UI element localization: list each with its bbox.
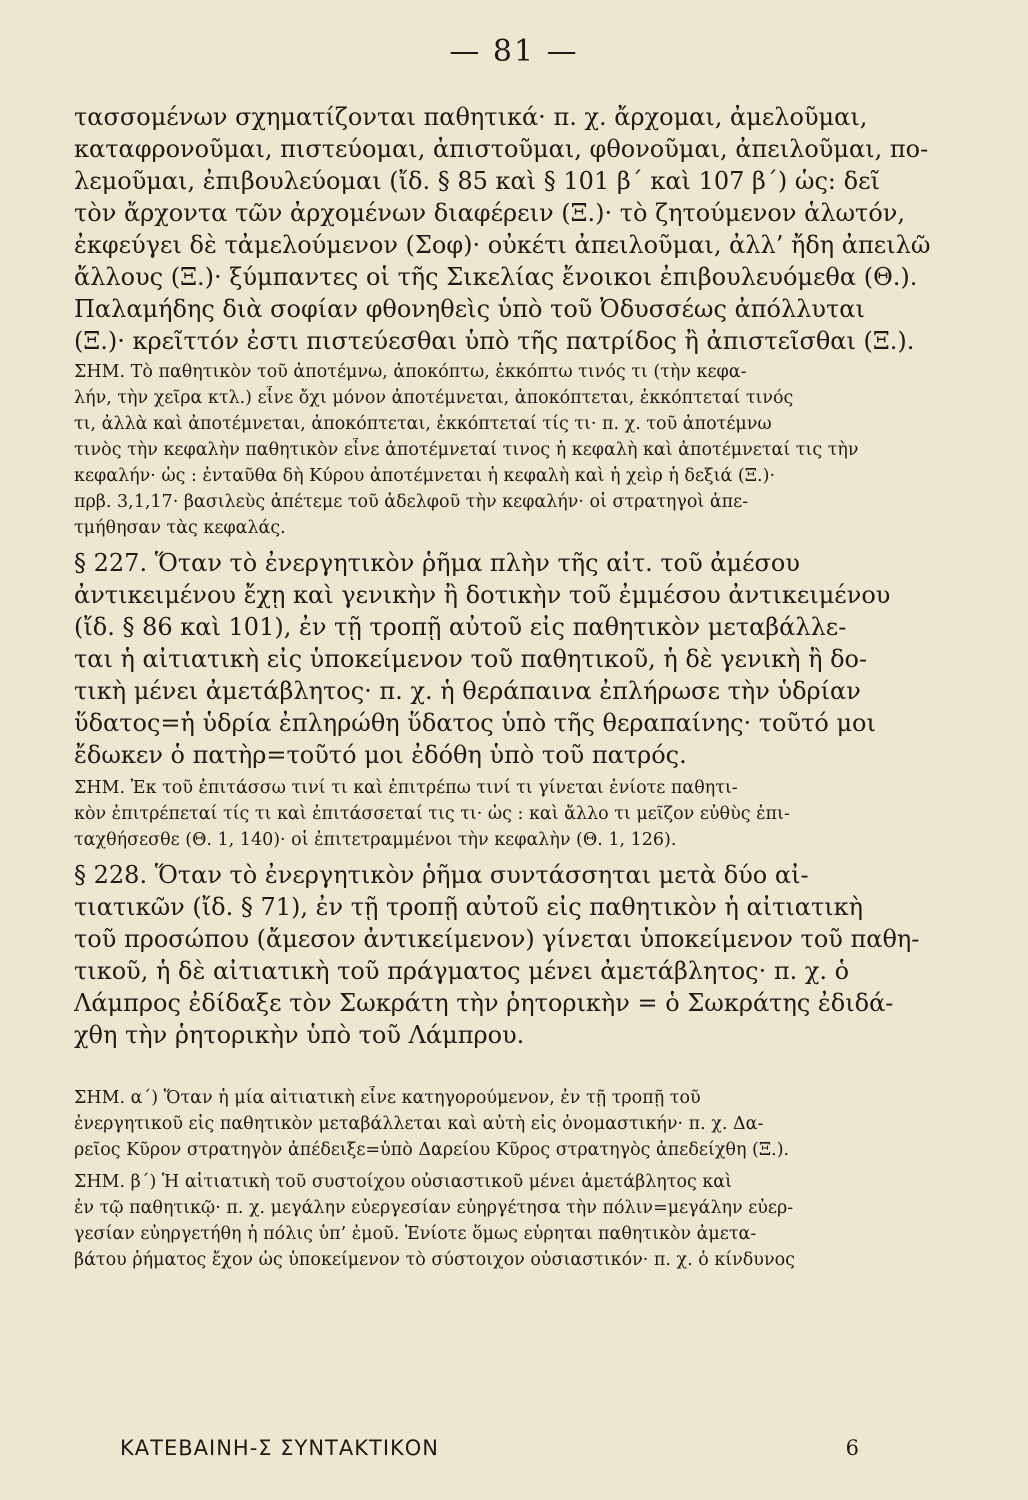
- text-line: ἄλλους (Ξ.)· ξύμπαντες οἱ τῆς Σικελίας ἔνοικοι ἐπιβουλευόμεθα (Θ.).: [74, 263, 918, 291]
- note-line: ΣΗΜ. β΄) Ἡ αἰτιατικὴ τοῦ συστοίχου οὐσιαστικοῦ μένει ἀμετάβλητος καὶ: [74, 1172, 732, 1192]
- note-line: τμήθησαν τὰς κεφαλάς.: [74, 518, 286, 538]
- text-line: λεμοῦμαι, ἐπιβουλεύομαι (ἴδ. § 85 καὶ § 101 β΄ καὶ 107 β΄) ὡς: δεῖ: [74, 167, 880, 195]
- text-line: τικοῦ, ἡ δὲ αἰτιατικὴ τοῦ πράγματος μένει ἀμετάβλητος· π. χ. ὁ: [74, 957, 850, 985]
- text-line: τὸν ἄρχοντα τῶν ἀρχομένων διαφέρειν (Ξ.)· τὸ ζητούμενον ἁλωτόν,: [74, 199, 905, 227]
- text-line: § 228. Ὅταν τὸ ἐνεργητικὸν ῥῆμα συντάσσηται μετὰ δύο αἰ-: [74, 861, 809, 889]
- note-line: τι, ἀλλὰ καὶ ἀποτέμνεται, ἀποκόπτεται, ἐκκόπτεταί τίς τι· π. χ. τοῦ ἀποτέμνω: [74, 414, 772, 434]
- note-line: κὸν ἐπιτρέπεταί τίς τι καὶ ἐπιτάσσεταί τις τι· ὡς : καὶ ἄλλο τι μεῖζον εὐθὺς ἐπι-: [74, 804, 790, 824]
- note-line: ἐνεργητικοῦ εἰς παθητικὸν μεταβάλλεται καὶ αὐτὴ εἰς ὀνομαστικήν· π. χ. Δα-: [74, 1114, 764, 1134]
- text-line: ται ἡ αἰτιατικὴ εἰς ὑποκείμενον τοῦ παθητικοῦ, ἡ δὲ γενικὴ ἢ δο-: [74, 645, 868, 673]
- text-line: (Ξ.)· κρεῖττόν ἐστι πιστεύεσθαι ὑπὸ τῆς πατρίδος ἢ ἀπιστεῖσθαι (Ξ.).: [74, 327, 915, 355]
- text-line: χθη τὴν ῥητορικὴν ὑπὸ τοῦ Λάμπρου.: [74, 1021, 525, 1049]
- text-line: (ἴδ. § 86 καὶ 101), ἐν τῇ τροπῇ αὐτοῦ εἰς παθητικὸν μεταβάλλε-: [74, 613, 847, 641]
- footer: [120, 1436, 860, 1460]
- signature-mark: 6: [845, 1436, 860, 1460]
- text-line: ἔδωκεν ὁ πατὴρ=τοῦτό μοι ἐδόθη ὑπὸ τοῦ πατρός.: [74, 741, 687, 769]
- text-line: Παλαμήδης διὰ σοφίαν φθονηθεὶς ὑπὸ τοῦ Ὀδυσσέως ἀπόλλυται: [74, 295, 865, 323]
- text-line: ἀντικειμένου ἔχῃ καὶ γενικὴν ἢ δοτικὴν τοῦ ἐμμέσου ἀντικειμένου: [74, 581, 891, 609]
- text-line: καταφρονοῦμαι, πιστεύομαι, ἀπιστοῦμαι, φθονοῦμαι, ἀπειλοῦμαι, πο-: [74, 135, 929, 163]
- note-line: βάτου ῥήματος ἔχον ὡς ὑποκείμενον τὸ σύστοιχον οὐσιαστικόν· π. χ. ὁ κίνδυνος: [74, 1250, 795, 1270]
- text-line: τασσομένων σχηματίζονται παθητικά· π. χ. ἄρχομαι, ἀμελοῦμαι,: [74, 103, 868, 131]
- note-line: ταχθήσεσθε (Θ. 1, 140)· οἱ ἐπιτετραμμένοι τὴν κεφαλὴν (Θ. 1, 126).: [74, 830, 677, 850]
- note-line: κεφαλήν· ὡς : ἐνταῦθα δὴ Κύρου ἀποτέμνεται ἡ κεφαλὴ καὶ ἡ χεὶρ ἡ δεξιά (Ξ.)·: [74, 466, 776, 486]
- page-number: — 81 —: [449, 34, 579, 69]
- text-line: τιατικῶν (ἴδ. § 71), ἐν τῇ τροπῇ αὐτοῦ εἰς παθητικὸν ἡ αἰτιατικὴ: [74, 893, 864, 921]
- text-line: ὕδατος=ἡ ὑδρία ἐπληρώθη ὕδατος ὑπὸ τῆς θεραπαίνης· τοῦτό μοι: [74, 709, 876, 737]
- note-line: πρβ. 3,1,17· βασιλεὺς ἀπέτεμε τοῦ ἀδελφοῦ τὴν κεφαλήν· οἱ στρατηγοὶ ἀπε-: [74, 492, 749, 512]
- text-line: τικὴ μένει ἀμετάβλητος· π. χ. ἡ θεράπαινα ἐπλήρωσε τὴν ὑδρίαν: [74, 677, 861, 705]
- text-line: Λάμπρος ἐδίδαξε τὸν Σωκράτη τὴν ῥητορικὴν = ὁ Σωκράτης ἐδιδά-: [74, 989, 894, 1017]
- text-line: τοῦ προσώπου (ἄμεσον ἀντικείμενον) γίνεται ὑποκείμενον τοῦ παθη-: [74, 925, 920, 953]
- note-line: ΣΗΜ. Τὸ παθητικὸν τοῦ ἀποτέμνω, ἀποκόπτω, ἐκκόπτω τινός τι (τὴν κεφα-: [74, 362, 747, 382]
- text-line: § 227. Ὅταν τὸ ἐνεργητικὸν ῥῆμα πλὴν τῆς αἰτ. τοῦ ἀμέσου: [74, 549, 800, 577]
- note-line: ρεῖος Κῦρον στρατηγὸν ἀπέδειξε=ὑπὸ Δαρείου Κῦρος στρατηγὸς ἀπεδείχθη (Ξ.).: [74, 1140, 790, 1160]
- note-line: ΣΗΜ. Ἐκ τοῦ ἐπιτάσσω τινί τι καὶ ἐπιτρέπω τινί τι γίνεται ἐνίοτε παθητι-: [74, 778, 738, 798]
- note-line: ΣΗΜ. α΄) Ὅταν ἡ μία αἰτιατικὴ εἶνε κατηγορούμενον, ἐν τῇ τροπῇ τοῦ: [74, 1088, 701, 1108]
- note-line: γεσίαν εὐηργετήθη ἡ πόλις ὑπ’ ἐμοῦ. Ἐνίοτε ὅμως εὑρηται παθητικὸν ἀμετα-: [74, 1224, 757, 1244]
- note-line: λήν, τὴν χεῖρα κτλ.) εἶνε ὄχι μόνον ἀποτέμνεται, ἀποκόπτεται, ἐκκόπτεταί τινός: [74, 388, 794, 408]
- note-line: ἐν τῷ παθητικῷ· π. χ. μεγάλην εὐεργεσίαν εὐηργέτησα τὴν πόλιν=μεγάλην εὐερ-: [74, 1198, 794, 1218]
- text-line: ἐκφεύγει δὲ τἀμελούμενον (Σοφ)· οὐκέτι ἀπειλοῦμαι, ἀλλ’ ἤδη ἀπειλῶ: [74, 231, 931, 259]
- footer-title: ΚΑΤΕΒΑΙΝΗ-Σ ΣΥΝΤΑΚΤΙΚΟΝ: [120, 1436, 440, 1460]
- note-line: τινὸς τὴν κεφαλὴν παθητικὸν εἶνε ἀποτέμνεταί τινος ἡ κεφαλὴ καὶ ἀποτέμνεταί τις τὴν: [74, 440, 859, 460]
